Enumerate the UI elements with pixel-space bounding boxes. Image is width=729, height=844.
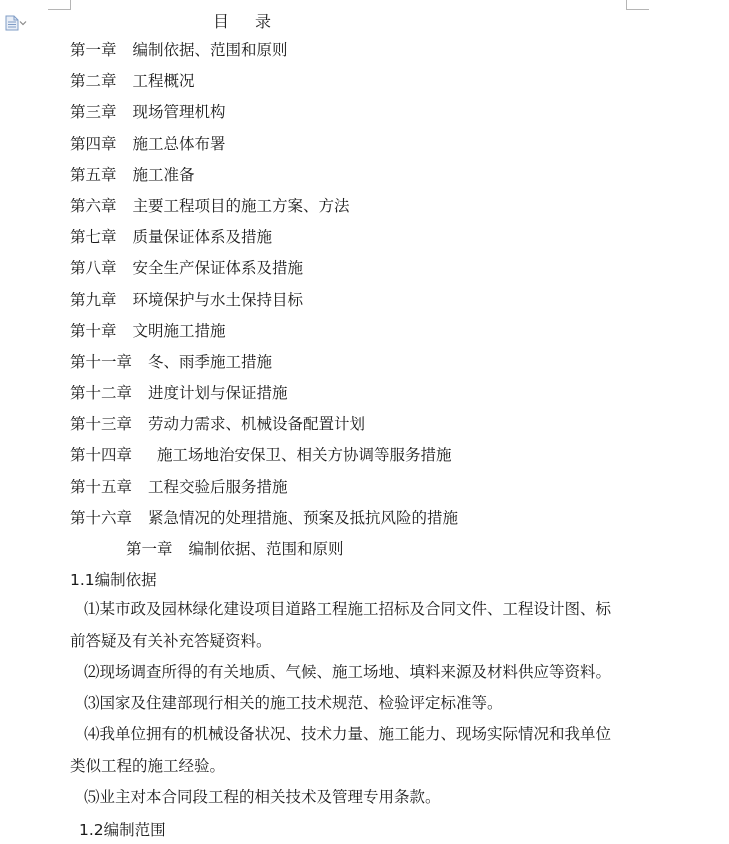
paragraph-line: ⑶国家及住建部现行相关的施工技术规范、检验评定标准等。 <box>84 694 503 712</box>
toc-item-title: 文明施工措施 <box>132 321 226 340</box>
toc-item-number: 第三章 <box>70 103 117 122</box>
paragraph-line: ⑵现场调查所得的有关地质、气候、施工场地、填料来源及材料供应等资料。 <box>84 663 612 681</box>
toc-item-chapter-8[interactable] <box>70 256 458 287</box>
chapter-number: 第一章 <box>126 540 173 558</box>
toc-item-chapter-16[interactable] <box>70 506 458 537</box>
page-corner-mark-right <box>626 0 649 10</box>
toc-item-title: 冬、雨季施工措施 <box>148 352 273 371</box>
paragraph-line: ⑷我单位拥有的机械设备状况、技术力量、施工能力、现场实际情况和我单位 <box>84 725 612 743</box>
toc-item-title: 质量保证体系及措施 <box>132 228 273 247</box>
toc-item-title: 进度计划与保证措施 <box>148 384 288 403</box>
toc-item-chapter-15[interactable] <box>70 475 458 506</box>
toc-item-title: 安全生产保证体系及措施 <box>132 259 304 278</box>
toc-item-number: 第十五章 <box>70 477 133 496</box>
toc-item-number: 第十二章 <box>70 384 133 403</box>
toc-item-title: 编制依据、范围和原则 <box>132 41 288 59</box>
section-heading-1-2: 1.2编制范围 <box>79 821 166 839</box>
toc-item-title: 主要工程项目的施工方案、方法 <box>132 196 350 215</box>
toc-title-right: 录 <box>255 12 272 31</box>
table-of-contents <box>70 38 458 537</box>
toc-item-title: 施工准备 <box>132 165 195 184</box>
toc-item-number: 第七章 <box>70 228 117 247</box>
paragraph-line: ⑴某市政及园林绿化建设项目道路工程施工招标及合同文件、工程设计图、标 <box>84 600 612 618</box>
toc-item-chapter-13[interactable] <box>70 412 458 443</box>
toc-item-number: 第十六章 <box>70 508 133 527</box>
toc-item-chapter-7[interactable] <box>70 225 458 256</box>
paragraph-line: ⑸业主对本合同段工程的相关技术及管理专用条款。 <box>84 788 441 806</box>
toc-item-chapter-3[interactable] <box>70 100 458 131</box>
toc-item-chapter-11[interactable] <box>70 350 458 381</box>
paragraph-item-5 <box>70 782 640 814</box>
toc-item-chapter-10[interactable] <box>70 319 458 350</box>
toc-item-title: 环境保护与水土保持目标 <box>132 290 304 309</box>
chapter-heading <box>126 537 344 561</box>
toc-item-title: 施工总体布署 <box>132 134 226 153</box>
toc-item-chapter-9[interactable] <box>70 288 458 319</box>
paragraph-item-1 <box>70 594 640 657</box>
paragraph-item-4 <box>70 719 640 782</box>
paragraph-item-2 <box>70 657 640 689</box>
toc-item-number: 第四章 <box>70 134 117 153</box>
toc-item-number: 第九章 <box>70 290 117 309</box>
toc-item-number: 第二章 <box>70 72 117 91</box>
toc-item-number: 第十一章 <box>70 352 133 371</box>
toc-item-title: 工程概况 <box>132 72 195 91</box>
toc-item-number: 第十章 <box>70 321 117 340</box>
toc-item-number: 第十四章 <box>70 446 133 465</box>
toc-item-title: 劳动力需求、机械设备配置计划 <box>148 415 366 434</box>
toc-item-number: 第一章 <box>70 41 117 59</box>
paragraph-line: 类似工程的施工经验。 <box>70 756 226 775</box>
toc-item-chapter-2[interactable] <box>70 69 458 100</box>
toc-item-chapter-1[interactable] <box>70 38 458 69</box>
toc-title <box>0 9 484 32</box>
chapter-title: 编制依据、范围和原则 <box>188 540 344 558</box>
toc-item-title: 工程交验后服务措施 <box>148 477 288 496</box>
toc-item-title: 紧急情况的处理措施、预案及抵抗风险的措施 <box>148 508 459 527</box>
toc-item-chapter-14[interactable] <box>70 443 458 474</box>
paragraph-item-3 <box>70 688 640 720</box>
toc-item-number: 第六章 <box>70 196 117 215</box>
toc-item-chapter-12[interactable] <box>70 381 458 412</box>
toc-item-chapter-5[interactable] <box>70 163 458 194</box>
toc-item-chapter-4[interactable] <box>70 132 458 163</box>
toc-item-chapter-6[interactable] <box>70 194 458 225</box>
toc-title-left: 目 <box>212 12 229 31</box>
toc-item-number: 第八章 <box>70 259 117 278</box>
toc-item-title: 施工场地治安保卫、相关方协调等服务措施 <box>157 446 452 465</box>
toc-item-number: 第五章 <box>70 165 117 184</box>
paragraph-line: 前答疑及有关补充答疑资料。 <box>70 631 272 650</box>
toc-item-number: 第十三章 <box>70 415 133 434</box>
toc-item-title: 现场管理机构 <box>132 103 226 122</box>
section-heading-1-1: 1.1编制依据 <box>70 571 157 589</box>
